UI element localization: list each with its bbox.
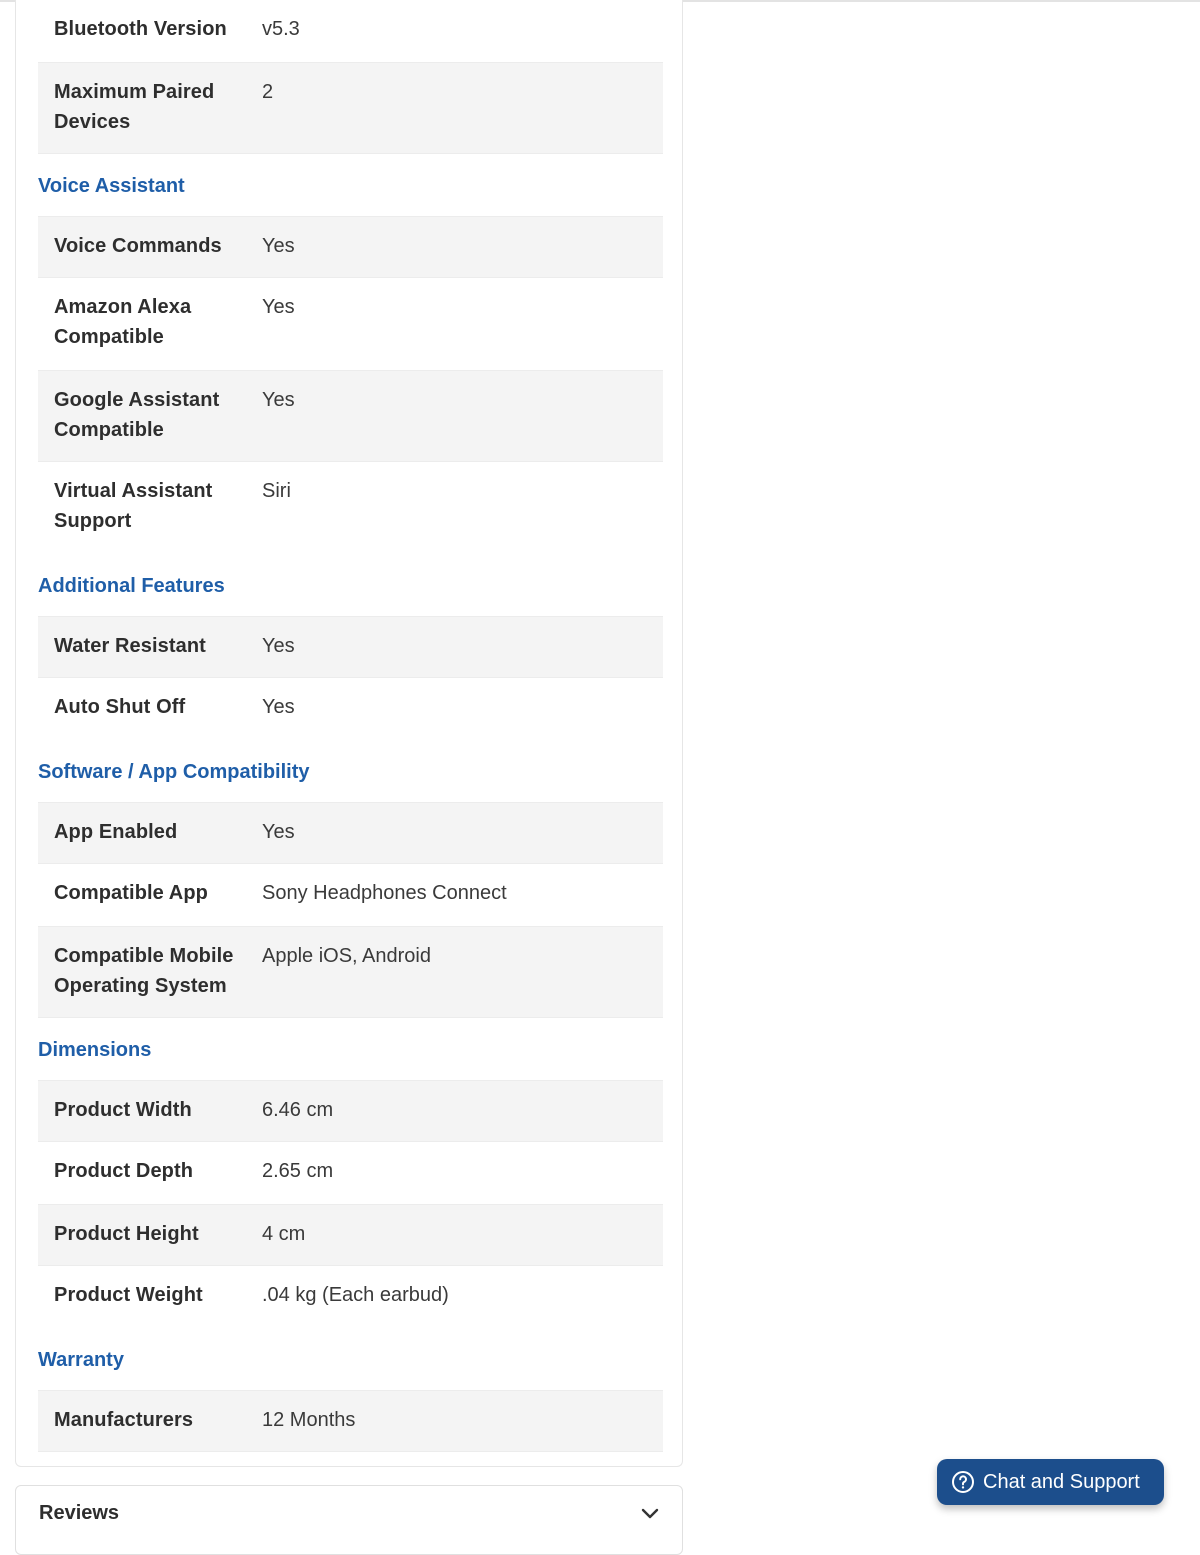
- section-title: Voice Assistant: [38, 175, 185, 197]
- spec-row: [38, 864, 663, 926]
- spec-label: Voice Commands: [54, 235, 222, 257]
- spec-value: Yes: [262, 821, 295, 843]
- spec-label: App Enabled: [54, 821, 178, 843]
- spec-label: Product Depth: [54, 1160, 194, 1182]
- spec-value: Yes: [262, 296, 295, 318]
- spec-label: Google Assistant Compatible: [54, 389, 220, 441]
- spec-row: [38, 1142, 663, 1204]
- spec-value: v5.3: [262, 18, 300, 40]
- specifications-card: [15, 0, 683, 1467]
- spec-row: [38, 802, 663, 864]
- spec-value: .04 kg (Each earbud): [262, 1284, 449, 1306]
- help-circle-icon: [951, 1470, 975, 1494]
- spec-label: Bluetooth Version: [54, 18, 227, 40]
- spec-value: 6.46 cm: [262, 1099, 334, 1121]
- spec-value: Yes: [262, 235, 295, 257]
- spec-label: Product Weight: [54, 1284, 203, 1306]
- spec-label: Product Width: [54, 1099, 192, 1121]
- spec-label: Virtual Assistant Support: [54, 480, 213, 532]
- spec-label: Auto Shut Off: [54, 696, 186, 718]
- spec-row: [38, 62, 663, 154]
- spec-row: [38, 1390, 663, 1452]
- spec-value: Sony Headphones Connect: [262, 882, 507, 904]
- spec-row: [38, 216, 663, 278]
- spec-value: Yes: [262, 635, 295, 657]
- spec-row: [38, 1080, 663, 1142]
- chat-support-button[interactable]: [937, 1459, 1164, 1505]
- section-title: Software / App Compatibility: [38, 761, 310, 783]
- spec-label: Manufacturers: [54, 1409, 194, 1431]
- section-title: Additional Features: [38, 575, 225, 597]
- reviews-label: Reviews: [39, 1502, 120, 1524]
- spec-label: Compatible Mobile Operating System: [54, 945, 234, 997]
- spec-row: [38, 462, 663, 554]
- spec-label: Compatible App: [54, 882, 208, 904]
- spec-value: 2.65 cm: [262, 1160, 334, 1182]
- spec-value: 2: [262, 81, 274, 103]
- spec-value: 4 cm: [262, 1223, 306, 1245]
- spec-value: Yes: [262, 389, 295, 411]
- section-title: Dimensions: [38, 1039, 152, 1061]
- spec-row: [38, 278, 663, 370]
- spec-row: [38, 678, 663, 740]
- spec-row: [38, 370, 663, 462]
- spec-value: Yes: [262, 696, 295, 718]
- spec-label: Maximum Paired Devices: [54, 81, 215, 133]
- spec-label: Amazon Alexa Compatible: [54, 296, 192, 348]
- spec-row: [38, 1204, 663, 1266]
- spec-value: Apple iOS, Android: [262, 945, 431, 967]
- reviews-accordion[interactable]: [15, 1485, 683, 1555]
- spec-label: Water Resistant: [54, 635, 206, 657]
- spec-row: [38, 616, 663, 678]
- section-title: Warranty: [38, 1349, 124, 1371]
- spec-label: Product Height: [54, 1223, 199, 1245]
- specifications-list: [38, 0, 663, 1452]
- spec-value: 12 Months: [262, 1409, 356, 1431]
- chat-support-label: Chat and Support: [983, 1470, 1140, 1493]
- spec-row: [38, 0, 663, 62]
- spec-row: [38, 1266, 663, 1328]
- spec-row: [38, 926, 663, 1018]
- chevron-down-icon[interactable]: [640, 1504, 660, 1524]
- spec-value: Siri: [262, 480, 291, 502]
